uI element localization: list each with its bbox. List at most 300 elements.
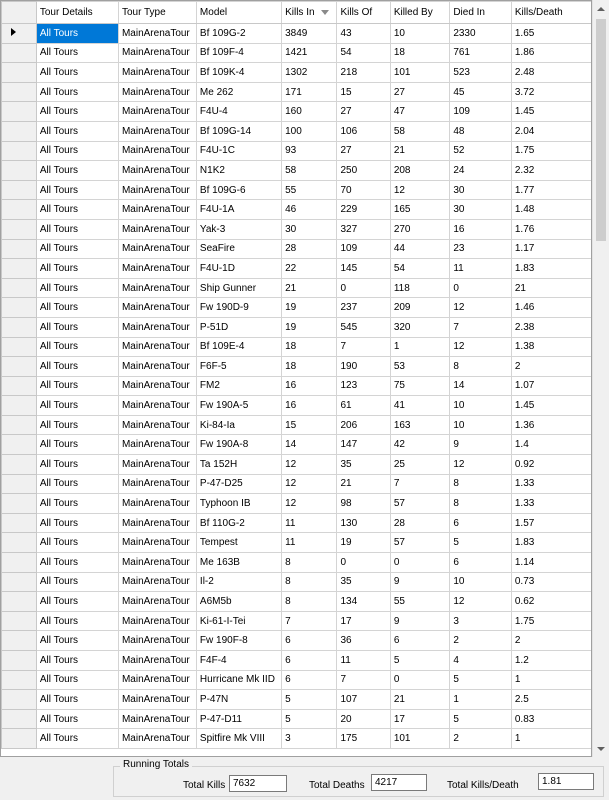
cell-tour-details[interactable]: All Tours (36, 513, 118, 533)
table-row[interactable] (2, 317, 593, 337)
cell-tour-type[interactable]: MainArenaTour (118, 43, 196, 63)
cell-kills-in[interactable]: 8 (282, 592, 337, 612)
table-row[interactable] (2, 670, 593, 690)
cell-tour-type[interactable]: MainArenaTour (118, 670, 196, 690)
cell-killed-by[interactable]: 44 (390, 239, 450, 259)
cell-kills-death[interactable]: 2.38 (511, 317, 592, 337)
cell-model[interactable]: SeaFire (196, 239, 281, 259)
cell-killed-by[interactable]: 75 (390, 376, 450, 396)
cell-kills-death[interactable]: 1.48 (511, 200, 592, 220)
cell-killed-by[interactable]: 41 (390, 396, 450, 416)
table-row[interactable] (2, 611, 593, 631)
column-header-kills-death[interactable]: Kills/Death (511, 2, 592, 24)
cell-kills-of[interactable]: 218 (337, 63, 390, 83)
cell-kills-in[interactable]: 3849 (282, 24, 337, 44)
cell-kills-death[interactable]: 1.86 (511, 43, 592, 63)
cell-tour-type[interactable]: MainArenaTour (118, 592, 196, 612)
row-header[interactable] (2, 24, 37, 44)
cell-kills-of[interactable]: 106 (337, 121, 390, 141)
row-header[interactable] (2, 709, 37, 729)
cell-model[interactable]: Bf 109K-4 (196, 63, 281, 83)
cell-killed-by[interactable]: 55 (390, 592, 450, 612)
cell-tour-details[interactable]: All Tours (36, 298, 118, 318)
cell-kills-of[interactable]: 175 (337, 729, 390, 749)
table-row[interactable] (2, 141, 593, 161)
cell-died-in[interactable]: 2330 (450, 24, 512, 44)
cell-tour-details[interactable]: All Tours (36, 455, 118, 475)
cell-kills-in[interactable]: 58 (282, 161, 337, 181)
table-row[interactable] (2, 553, 593, 573)
cell-kills-death[interactable]: 1.75 (511, 141, 592, 161)
cell-kills-in[interactable]: 18 (282, 337, 337, 357)
cell-died-in[interactable]: 3 (450, 611, 512, 631)
cell-kills-in[interactable]: 14 (282, 435, 337, 455)
cell-killed-by[interactable]: 9 (390, 572, 450, 592)
cell-kills-death[interactable]: 1.38 (511, 337, 592, 357)
cell-tour-details[interactable]: All Tours (36, 121, 118, 141)
row-header[interactable] (2, 729, 37, 749)
cell-died-in[interactable]: 2 (450, 729, 512, 749)
cell-tour-type[interactable]: MainArenaTour (118, 102, 196, 122)
cell-tour-type[interactable]: MainArenaTour (118, 553, 196, 573)
cell-kills-of[interactable]: 27 (337, 141, 390, 161)
table-row[interactable] (2, 357, 593, 377)
table-row[interactable] (2, 455, 593, 475)
row-header[interactable] (2, 200, 37, 220)
cell-tour-type[interactable]: MainArenaTour (118, 24, 196, 44)
cell-kills-death[interactable]: 2.5 (511, 690, 592, 710)
cell-kills-in[interactable]: 16 (282, 396, 337, 416)
cell-model[interactable]: Fw 190D-9 (196, 298, 281, 318)
table-row[interactable] (2, 729, 593, 749)
table-row[interactable] (2, 121, 593, 141)
row-header[interactable] (2, 43, 37, 63)
cell-died-in[interactable]: 30 (450, 200, 512, 220)
row-header[interactable] (2, 631, 37, 651)
cell-model[interactable]: F4U-1D (196, 259, 281, 279)
cell-killed-by[interactable]: 163 (390, 415, 450, 435)
row-header[interactable] (2, 357, 37, 377)
cell-tour-type[interactable]: MainArenaTour (118, 278, 196, 298)
cell-died-in[interactable]: 5 (450, 670, 512, 690)
cell-model[interactable]: Typhoon IB (196, 494, 281, 514)
cell-died-in[interactable]: 10 (450, 396, 512, 416)
cell-killed-by[interactable]: 10 (390, 24, 450, 44)
cell-tour-details[interactable]: All Tours (36, 82, 118, 102)
cell-tour-type[interactable]: MainArenaTour (118, 141, 196, 161)
scroll-thumb[interactable] (596, 19, 606, 241)
cell-tour-details[interactable]: All Tours (36, 572, 118, 592)
cell-kills-in[interactable]: 22 (282, 259, 337, 279)
cell-killed-by[interactable]: 6 (390, 631, 450, 651)
cell-model[interactable]: Bf 110G-2 (196, 513, 281, 533)
table-row[interactable] (2, 709, 593, 729)
cell-kills-of[interactable]: 545 (337, 317, 390, 337)
table-row[interactable] (2, 278, 593, 298)
cell-killed-by[interactable]: 101 (390, 729, 450, 749)
cell-died-in[interactable]: 12 (450, 592, 512, 612)
cell-died-in[interactable]: 23 (450, 239, 512, 259)
cell-tour-details[interactable]: All Tours (36, 141, 118, 161)
cell-tour-type[interactable]: MainArenaTour (118, 298, 196, 318)
row-header[interactable] (2, 651, 37, 671)
cell-kills-of[interactable]: 206 (337, 415, 390, 435)
row-header[interactable] (2, 592, 37, 612)
table-row[interactable] (2, 494, 593, 514)
cell-tour-type[interactable]: MainArenaTour (118, 651, 196, 671)
cell-tour-type[interactable]: MainArenaTour (118, 82, 196, 102)
cell-kills-of[interactable]: 7 (337, 337, 390, 357)
cell-died-in[interactable]: 2 (450, 631, 512, 651)
cell-kills-of[interactable]: 43 (337, 24, 390, 44)
cell-kills-death[interactable]: 1.75 (511, 611, 592, 631)
cell-tour-type[interactable]: MainArenaTour (118, 533, 196, 553)
scroll-up-button[interactable] (593, 0, 609, 17)
table-row[interactable] (2, 631, 593, 651)
cell-kills-in[interactable]: 15 (282, 415, 337, 435)
cell-kills-death[interactable]: 1.46 (511, 298, 592, 318)
cell-kills-death[interactable]: 1 (511, 729, 592, 749)
cell-kills-death[interactable]: 1.76 (511, 219, 592, 239)
cell-tour-details[interactable]: All Tours (36, 611, 118, 631)
cell-killed-by[interactable]: 5 (390, 651, 450, 671)
row-header[interactable] (2, 102, 37, 122)
table-row[interactable] (2, 396, 593, 416)
cell-killed-by[interactable]: 208 (390, 161, 450, 181)
column-header-tour-type[interactable]: Tour Type (118, 2, 196, 24)
cell-kills-death[interactable]: 0.92 (511, 455, 592, 475)
cell-kills-of[interactable]: 130 (337, 513, 390, 533)
cell-kills-of[interactable]: 11 (337, 651, 390, 671)
cell-kills-in[interactable]: 55 (282, 180, 337, 200)
cell-kills-death[interactable]: 2 (511, 357, 592, 377)
cell-model[interactable]: Ship Gunner (196, 278, 281, 298)
cell-died-in[interactable]: 6 (450, 553, 512, 573)
cell-kills-in[interactable]: 3 (282, 729, 337, 749)
cell-kills-of[interactable]: 19 (337, 533, 390, 553)
column-header-killed-by[interactable]: Killed By (390, 2, 450, 24)
table-row[interactable] (2, 219, 593, 239)
cell-tour-details[interactable]: All Tours (36, 690, 118, 710)
cell-died-in[interactable]: 5 (450, 533, 512, 553)
cell-kills-of[interactable]: 107 (337, 690, 390, 710)
cell-tour-type[interactable]: MainArenaTour (118, 611, 196, 631)
cell-tour-details[interactable]: All Tours (36, 709, 118, 729)
cell-kills-of[interactable]: 70 (337, 180, 390, 200)
cell-tour-details[interactable]: All Tours (36, 180, 118, 200)
cell-died-in[interactable]: 1 (450, 690, 512, 710)
cell-killed-by[interactable]: 18 (390, 43, 450, 63)
cell-kills-death[interactable]: 2.32 (511, 161, 592, 181)
cell-kills-of[interactable]: 134 (337, 592, 390, 612)
row-header[interactable] (2, 180, 37, 200)
cell-model[interactable]: Fw 190A-8 (196, 435, 281, 455)
cell-killed-by[interactable]: 47 (390, 102, 450, 122)
row-header[interactable] (2, 513, 37, 533)
cell-model[interactable]: F4U-4 (196, 102, 281, 122)
cell-model[interactable]: Spitfire Mk VIII (196, 729, 281, 749)
cell-kills-death[interactable]: 2.04 (511, 121, 592, 141)
cell-tour-type[interactable]: MainArenaTour (118, 729, 196, 749)
cell-kills-of[interactable]: 35 (337, 455, 390, 475)
cell-kills-of[interactable]: 98 (337, 494, 390, 514)
cell-kills-death[interactable]: 1.57 (511, 513, 592, 533)
row-header[interactable] (2, 219, 37, 239)
cell-tour-type[interactable]: MainArenaTour (118, 690, 196, 710)
table-row[interactable] (2, 161, 593, 181)
cell-kills-in[interactable]: 8 (282, 572, 337, 592)
cell-tour-details[interactable]: All Tours (36, 592, 118, 612)
cell-kills-in[interactable]: 12 (282, 455, 337, 475)
cell-kills-in[interactable]: 16 (282, 376, 337, 396)
cell-kills-in[interactable]: 19 (282, 298, 337, 318)
cell-tour-details[interactable]: All Tours (36, 533, 118, 553)
cell-model[interactable]: P-47-D25 (196, 474, 281, 494)
cell-kills-of[interactable]: 7 (337, 670, 390, 690)
cell-tour-details[interactable]: All Tours (36, 494, 118, 514)
table-row[interactable] (2, 651, 593, 671)
cell-model[interactable]: N1K2 (196, 161, 281, 181)
cell-died-in[interactable]: 523 (450, 63, 512, 83)
cell-kills-in[interactable]: 18 (282, 357, 337, 377)
cell-died-in[interactable]: 0 (450, 278, 512, 298)
cell-tour-details[interactable]: All Tours (36, 200, 118, 220)
cell-kills-of[interactable]: 15 (337, 82, 390, 102)
cell-kills-in[interactable]: 5 (282, 690, 337, 710)
scroll-down-button[interactable] (593, 740, 609, 757)
cell-kills-death[interactable]: 1.83 (511, 259, 592, 279)
cell-kills-of[interactable]: 0 (337, 553, 390, 573)
cell-kills-death[interactable]: 3.72 (511, 82, 592, 102)
cell-model[interactable]: P-51D (196, 317, 281, 337)
cell-kills-of[interactable]: 27 (337, 102, 390, 122)
cell-kills-in[interactable]: 6 (282, 670, 337, 690)
cell-model[interactable]: F6F-5 (196, 357, 281, 377)
cell-died-in[interactable]: 7 (450, 317, 512, 337)
cell-tour-details[interactable]: All Tours (36, 259, 118, 279)
cell-tour-type[interactable]: MainArenaTour (118, 396, 196, 416)
table-row[interactable] (2, 533, 593, 553)
table-row[interactable] (2, 592, 593, 612)
cell-kills-in[interactable]: 100 (282, 121, 337, 141)
cell-tour-details[interactable]: All Tours (36, 317, 118, 337)
row-header[interactable] (2, 435, 37, 455)
cell-tour-type[interactable]: MainArenaTour (118, 513, 196, 533)
cell-kills-death[interactable]: 1.17 (511, 239, 592, 259)
cell-tour-type[interactable]: MainArenaTour (118, 415, 196, 435)
cell-model[interactable]: Il-2 (196, 572, 281, 592)
cell-tour-type[interactable]: MainArenaTour (118, 63, 196, 83)
cell-model[interactable]: Bf 109G-6 (196, 180, 281, 200)
cell-killed-by[interactable]: 53 (390, 357, 450, 377)
cell-died-in[interactable]: 8 (450, 494, 512, 514)
cell-died-in[interactable]: 12 (450, 298, 512, 318)
row-header[interactable] (2, 553, 37, 573)
cell-kills-of[interactable]: 36 (337, 631, 390, 651)
cell-model[interactable]: Me 262 (196, 82, 281, 102)
cell-tour-details[interactable]: All Tours (36, 396, 118, 416)
row-header[interactable] (2, 396, 37, 416)
cell-kills-death[interactable]: 1.36 (511, 415, 592, 435)
cell-tour-details[interactable]: All Tours (36, 24, 118, 44)
cell-tour-details[interactable]: All Tours (36, 357, 118, 377)
cell-died-in[interactable]: 10 (450, 415, 512, 435)
cell-kills-in[interactable]: 171 (282, 82, 337, 102)
cell-tour-type[interactable]: MainArenaTour (118, 337, 196, 357)
cell-died-in[interactable]: 6 (450, 513, 512, 533)
cell-model[interactable]: Bf 109G-14 (196, 121, 281, 141)
cell-died-in[interactable]: 10 (450, 572, 512, 592)
cell-tour-details[interactable]: All Tours (36, 670, 118, 690)
cell-killed-by[interactable]: 25 (390, 455, 450, 475)
cell-tour-details[interactable]: All Tours (36, 43, 118, 63)
cell-tour-details[interactable]: All Tours (36, 415, 118, 435)
cell-killed-by[interactable]: 27 (390, 82, 450, 102)
row-header[interactable] (2, 239, 37, 259)
cell-killed-by[interactable]: 17 (390, 709, 450, 729)
table-row[interactable] (2, 24, 593, 44)
cell-tour-type[interactable]: MainArenaTour (118, 239, 196, 259)
cell-kills-of[interactable]: 147 (337, 435, 390, 455)
cell-kills-death[interactable]: 1.14 (511, 553, 592, 573)
cell-killed-by[interactable]: 270 (390, 219, 450, 239)
cell-model[interactable]: Tempest (196, 533, 281, 553)
cell-died-in[interactable]: 109 (450, 102, 512, 122)
cell-model[interactable]: F4U-1A (196, 200, 281, 220)
cell-kills-death[interactable]: 0.62 (511, 592, 592, 612)
cell-model[interactable]: Bf 109F-4 (196, 43, 281, 63)
cell-died-in[interactable]: 8 (450, 357, 512, 377)
cell-kills-in[interactable]: 11 (282, 533, 337, 553)
cell-killed-by[interactable]: 54 (390, 259, 450, 279)
cell-died-in[interactable]: 24 (450, 161, 512, 181)
cell-tour-type[interactable]: MainArenaTour (118, 474, 196, 494)
cell-tour-type[interactable]: MainArenaTour (118, 180, 196, 200)
cell-died-in[interactable]: 48 (450, 121, 512, 141)
row-header[interactable] (2, 82, 37, 102)
cell-killed-by[interactable]: 57 (390, 533, 450, 553)
cell-killed-by[interactable]: 118 (390, 278, 450, 298)
cell-died-in[interactable]: 14 (450, 376, 512, 396)
cell-killed-by[interactable]: 0 (390, 670, 450, 690)
table-row[interactable] (2, 474, 593, 494)
cell-tour-type[interactable]: MainArenaTour (118, 219, 196, 239)
table-row[interactable] (2, 82, 593, 102)
cell-died-in[interactable]: 8 (450, 474, 512, 494)
cell-model[interactable]: Hurricane Mk IID (196, 670, 281, 690)
cell-killed-by[interactable]: 42 (390, 435, 450, 455)
cell-kills-death[interactable]: 1.2 (511, 651, 592, 671)
cell-kills-in[interactable]: 12 (282, 494, 337, 514)
row-header-corner[interactable] (2, 2, 37, 24)
column-header-model[interactable]: Model (196, 2, 281, 24)
cell-kills-death[interactable]: 1.07 (511, 376, 592, 396)
cell-kills-death[interactable]: 1.33 (511, 494, 592, 514)
cell-kills-death[interactable]: 1.4 (511, 435, 592, 455)
cell-kills-in[interactable]: 1302 (282, 63, 337, 83)
cell-model[interactable]: P-47-D11 (196, 709, 281, 729)
cell-kills-in[interactable]: 12 (282, 474, 337, 494)
cell-kills-death[interactable]: 1.83 (511, 533, 592, 553)
row-header[interactable] (2, 298, 37, 318)
cell-tour-details[interactable]: All Tours (36, 729, 118, 749)
row-header[interactable] (2, 690, 37, 710)
vertical-scrollbar[interactable] (592, 0, 609, 757)
total-deaths-field[interactable]: 4217 (371, 774, 427, 791)
table-row[interactable] (2, 63, 593, 83)
cell-tour-type[interactable]: MainArenaTour (118, 455, 196, 475)
cell-kills-in[interactable]: 7 (282, 611, 337, 631)
cell-died-in[interactable]: 4 (450, 651, 512, 671)
cell-kills-of[interactable]: 54 (337, 43, 390, 63)
cell-kills-in[interactable]: 21 (282, 278, 337, 298)
cell-tour-details[interactable]: All Tours (36, 239, 118, 259)
cell-kills-of[interactable]: 21 (337, 474, 390, 494)
row-header[interactable] (2, 455, 37, 475)
cell-kills-in[interactable]: 11 (282, 513, 337, 533)
cell-killed-by[interactable]: 9 (390, 611, 450, 631)
table-row[interactable] (2, 415, 593, 435)
table-row[interactable] (2, 239, 593, 259)
cell-kills-of[interactable]: 0 (337, 278, 390, 298)
cell-tour-details[interactable]: All Tours (36, 651, 118, 671)
cell-killed-by[interactable]: 209 (390, 298, 450, 318)
cell-killed-by[interactable]: 21 (390, 690, 450, 710)
cell-kills-in[interactable]: 1421 (282, 43, 337, 63)
cell-kills-death[interactable]: 1.77 (511, 180, 592, 200)
cell-tour-details[interactable]: All Tours (36, 102, 118, 122)
cell-kills-death[interactable]: 1 (511, 670, 592, 690)
cell-tour-details[interactable]: All Tours (36, 553, 118, 573)
cell-tour-details[interactable]: All Tours (36, 161, 118, 181)
table-row[interactable] (2, 690, 593, 710)
row-header[interactable] (2, 376, 37, 396)
row-header[interactable] (2, 611, 37, 631)
row-header[interactable] (2, 572, 37, 592)
cell-kills-in[interactable]: 46 (282, 200, 337, 220)
cell-kills-of[interactable]: 327 (337, 219, 390, 239)
cell-died-in[interactable]: 12 (450, 337, 512, 357)
row-header[interactable] (2, 63, 37, 83)
cell-kills-death[interactable]: 1.33 (511, 474, 592, 494)
cell-kills-of[interactable]: 190 (337, 357, 390, 377)
row-header[interactable] (2, 141, 37, 161)
cell-tour-details[interactable]: All Tours (36, 376, 118, 396)
cell-killed-by[interactable]: 7 (390, 474, 450, 494)
cell-tour-details[interactable]: All Tours (36, 474, 118, 494)
cell-kills-in[interactable]: 6 (282, 631, 337, 651)
cell-killed-by[interactable]: 58 (390, 121, 450, 141)
row-header[interactable] (2, 474, 37, 494)
cell-kills-of[interactable]: 237 (337, 298, 390, 318)
cell-died-in[interactable]: 761 (450, 43, 512, 63)
table-row[interactable] (2, 513, 593, 533)
cell-died-in[interactable]: 16 (450, 219, 512, 239)
cell-kills-death[interactable]: 1.65 (511, 24, 592, 44)
column-header-kills-in[interactable] (282, 2, 337, 24)
cell-died-in[interactable]: 52 (450, 141, 512, 161)
cell-tour-type[interactable]: MainArenaTour (118, 572, 196, 592)
cell-tour-type[interactable]: MainArenaTour (118, 200, 196, 220)
row-header[interactable] (2, 121, 37, 141)
row-header[interactable] (2, 278, 37, 298)
cell-model[interactable]: FM2 (196, 376, 281, 396)
cell-tour-details[interactable]: All Tours (36, 219, 118, 239)
cell-kills-of[interactable]: 17 (337, 611, 390, 631)
table-row[interactable] (2, 572, 593, 592)
cell-kills-of[interactable]: 229 (337, 200, 390, 220)
cell-model[interactable]: Fw 190A-5 (196, 396, 281, 416)
